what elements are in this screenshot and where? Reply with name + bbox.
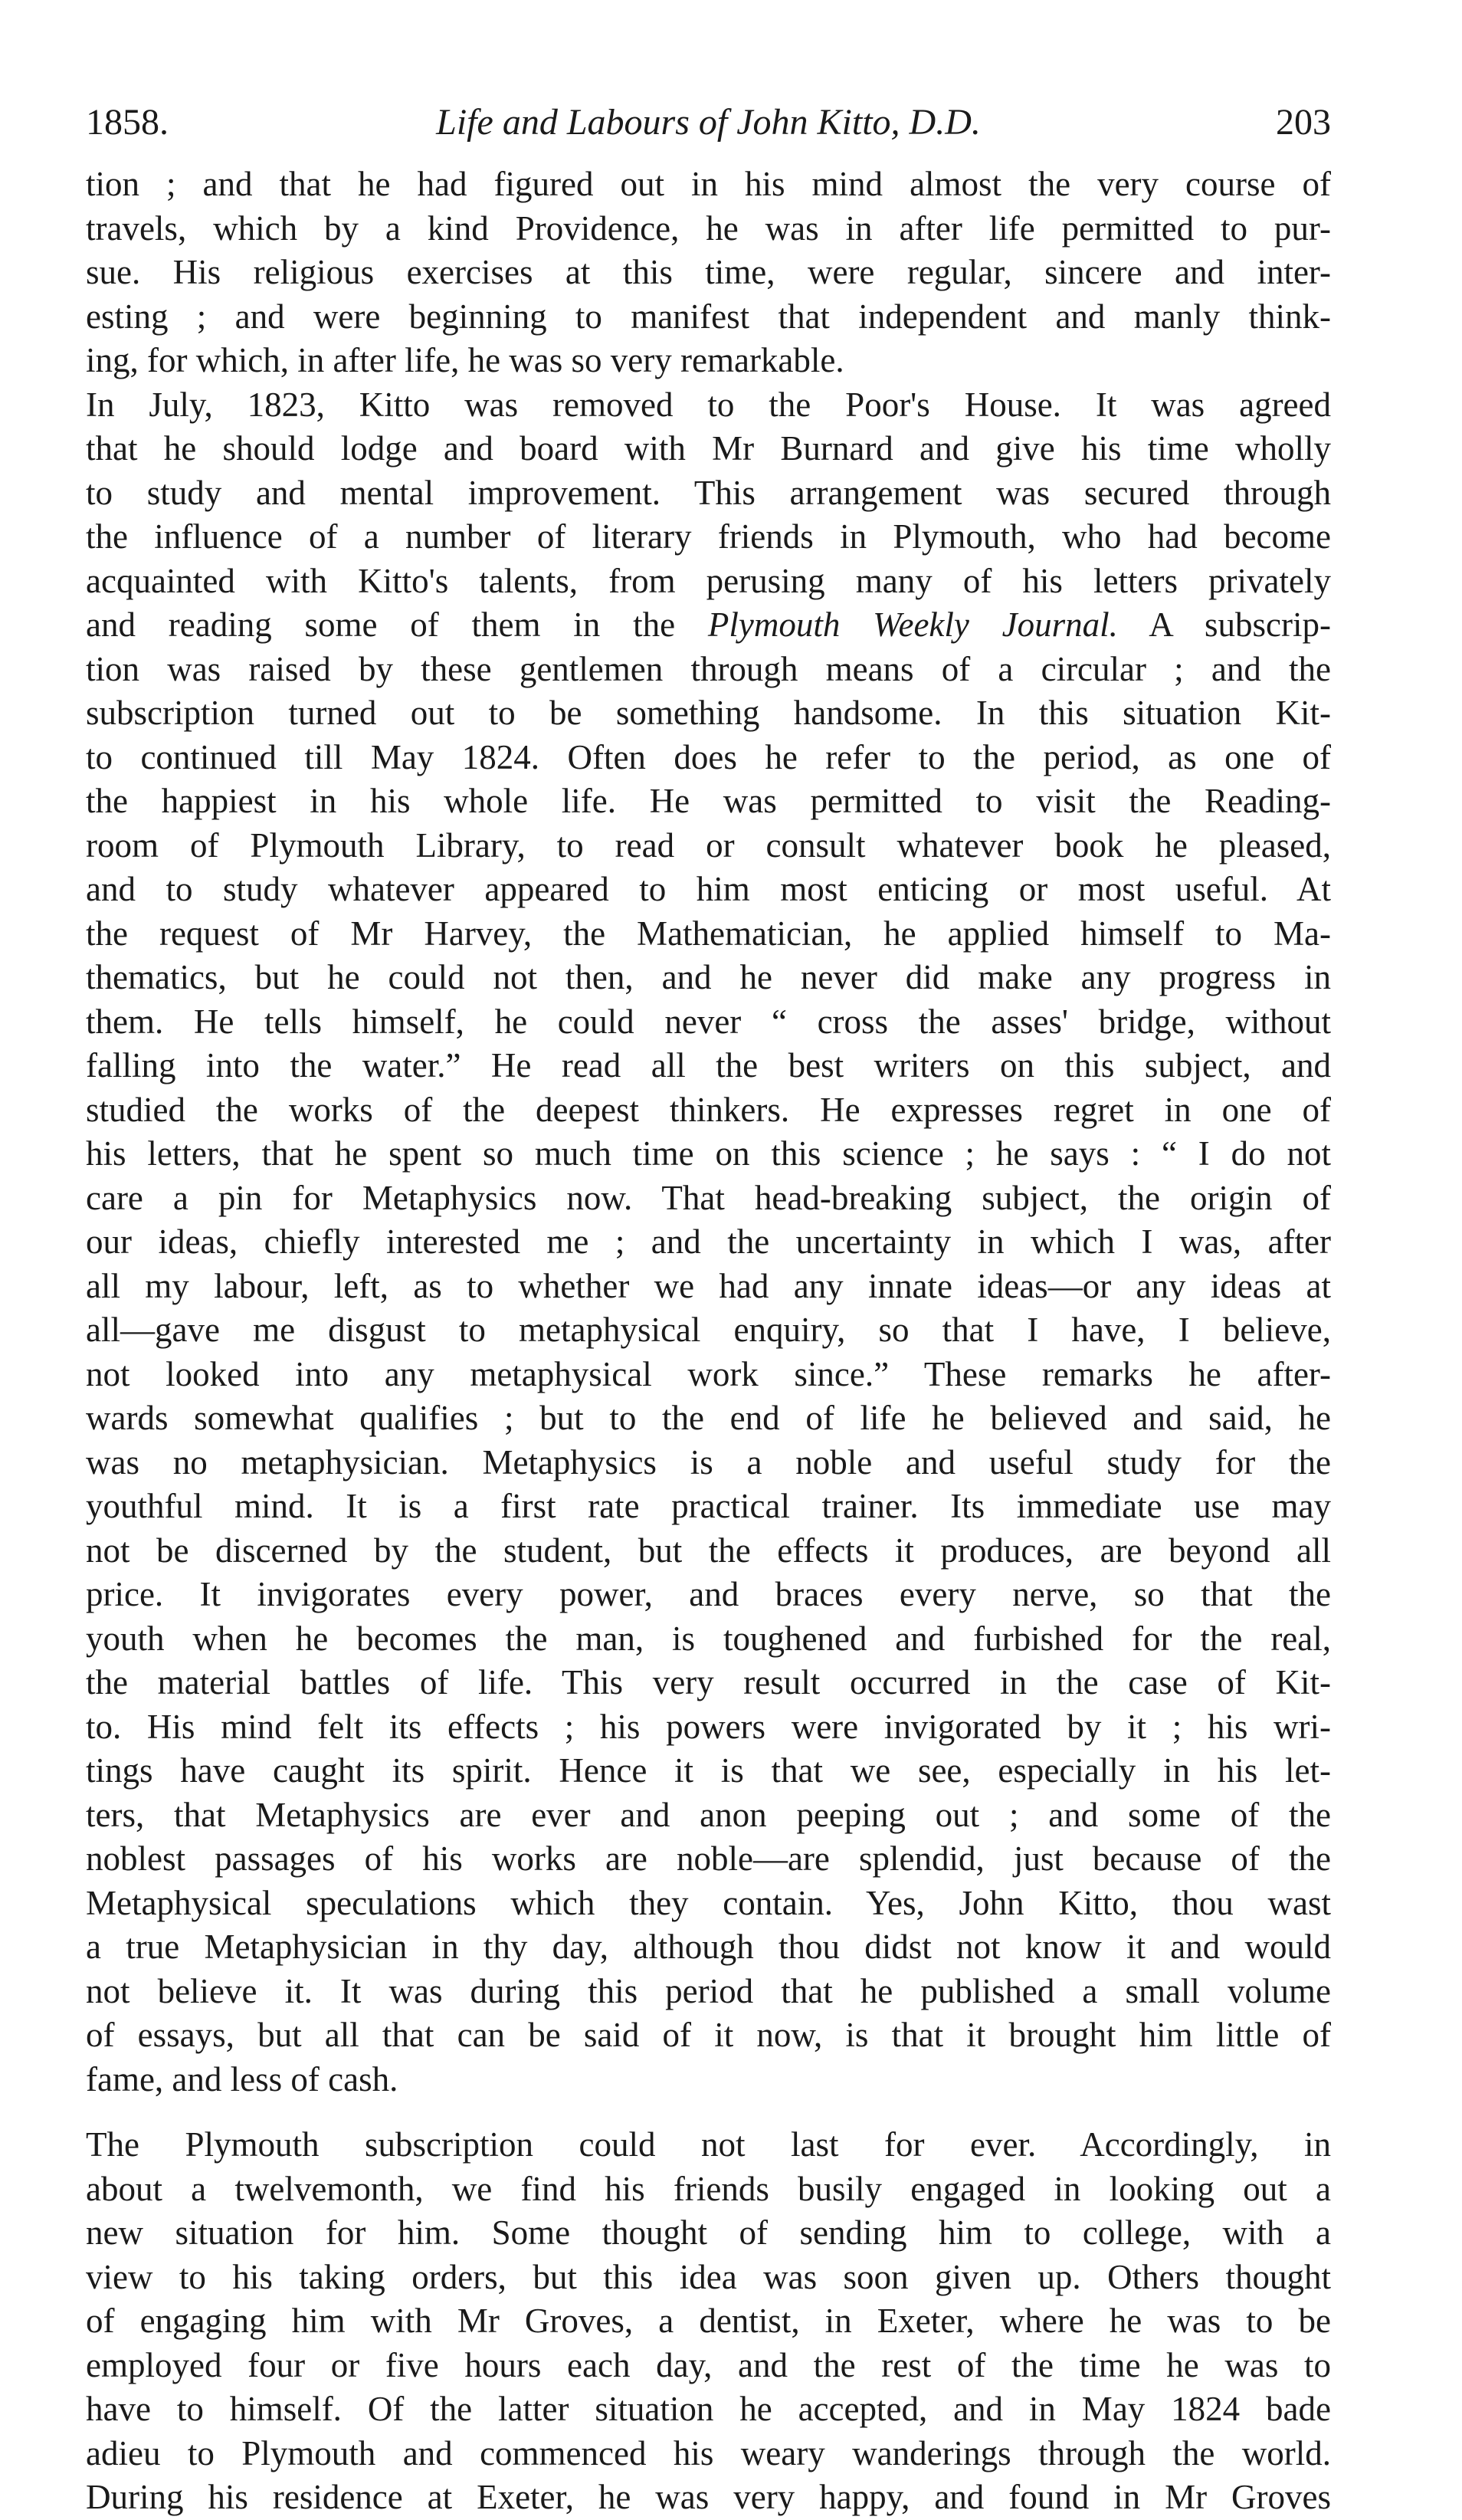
text-line: not believe it. It was during this period that he published a small volume [86,1971,1331,2010]
paragraph [86,162,1331,383]
text-line-with-italic [86,603,1331,648]
text-line: fame, and less of cash. [86,2059,398,2098]
text-line: to continued till May 1824. Often does he refer to the period, as one of [86,737,1331,776]
text-line: of engaging him with Mr Groves, a dentist, in Exeter, where he was to be [86,2302,1331,2340]
text-line: of essays, but all that can be said of it now, is that it brought him little of [86,2016,1331,2054]
text-line: room of Plymouth Library, to read or consult whatever book he pleased, [86,825,1331,865]
text-line: his letters, that he spent so much time on this science ; he says : “ I do not [86,1134,1331,1173]
text-line: wards somewhat qualifies ; but to the end of life he believed and said, he [86,1399,1331,1437]
text-line: view to his taking orders, but this idea was soon given up. Others thought [86,2257,1331,2296]
text-line: ing, for which, in after life, he was so very remarkable. [86,341,844,379]
text-line: employed four or five hours each day, and the rest of the time he was to [86,2345,1331,2384]
text-segment: and reading some of them in the [86,605,708,644]
running-head [86,92,1331,153]
text-line: all—gave me disgust to metaphysical enquiry, so that I have, I believe, [86,1311,1331,1349]
text-line: thematics, but he could not then, and he never did make any progress in [86,958,1331,996]
text-line: The Plymouth subscription could not last for ever. Accordingly, in [86,2125,1331,2164]
text-line: price. It invigorates every power, and braces every nerve, so that the [86,1575,1331,1613]
text-line: the happiest in his whole life. He was permitted to visit the Reading- [86,782,1331,820]
text-line: adieu to Plymouth and commenced his weary wanderings through the world. [86,2433,1331,2472]
text-line: was no metaphysician. Metaphysics is a noble and useful study for the [86,1442,1331,1481]
paragraph [86,2123,1331,2520]
text-line: falling into the water.” He read all the best writers on this subject, and [86,1046,1331,1084]
text-line: sue. His religious exercises at this time, were regular, sincere and inter- [86,253,1331,291]
text-line: youth when he becomes the man, is toughened and furbished for the real, [86,1619,1331,1658]
text-line: esting ; and were beginning to manifest that independent and manly think- [86,297,1331,336]
text-line: tion was raised by these gentlemen through means of a circular ; and the [86,649,1331,688]
text-line: not be discerned by the student, but the effects it produces, are beyond all [86,1531,1331,1570]
text-line: not looked into any metaphysical work since.” These remarks he after- [86,1354,1331,1393]
text-line: noblest passages of his works are noble—are splendid, just because of the [86,1839,1331,1878]
text-line: the request of Mr Harvey, the Mathematician, he applied himself to Ma- [86,914,1331,953]
text-line: During his residence at Exeter, he was very happy, and found in Mr Groves [86,2478,1331,2516]
text-line: youthful mind. It is a first rate practical trainer. Its immediate use may [86,1487,1331,1525]
text-line: subscription turned out to be something handsome. In this situation Kit- [86,694,1331,732]
text-line: the influence of a number of literary friends in Plymouth, who had become [86,517,1331,556]
text-line: tings have caught its spirit. Hence it is that we see, especially in his let- [86,1751,1331,1790]
running-head-title: Life and Labours of John Kitto, D.D. [436,102,981,143]
page-number: 203 [1276,102,1331,143]
paragraph-gap [86,2102,1331,2123]
text-line: to study and mental improvement. This arrangement was secured through [86,473,1331,512]
text-line: them. He tells himself, he could never “ cross the asses' bridge, without [86,1002,1331,1041]
text-segment: A subscrip- [1117,605,1331,644]
text-line: the material battles of life. This very result occurred in the case of Kit- [86,1663,1331,1701]
book-page [86,92,1331,2520]
text-line: have to himself. Of the latter situation he accepted, and in May 1824 bade [86,2390,1331,2428]
text-line: acquainted with Kitto's talents, from perusing many of his letters privately [86,561,1331,600]
running-head-year: 1858. [86,102,169,143]
text-line: to. His mind felt its effects ; his powers were invigorated by it ; his wri- [86,1707,1331,1746]
text-line: studied the works of the deepest thinkers. He expresses regret in one of [86,1090,1331,1129]
text-line: our ideas, chiefly interested me ; and the uncertainty in which I was, after [86,1222,1331,1261]
text-line: a true Metaphysician in thy day, although thou didst not know it and would [86,1928,1331,1966]
italic-title: Plymouth Weekly Journal. [707,605,1118,644]
text-line: travels, which by a kind Providence, he was in after life permitted to pur- [86,208,1331,248]
text-line: ters, that Metaphysics are ever and anon peeping out ; and some of the [86,1795,1331,1834]
text-line: and to study whatever appeared to him most enticing or most useful. At [86,870,1331,908]
body-text [86,162,1331,2520]
text-line: new situation for him. Some thought of sending him to college, with a [86,2213,1331,2252]
text-line: about a twelvemonth, we find his friends busily engaged in looking out a [86,2169,1331,2208]
text-line: tion ; and that he had figured out in his mind almost the very course of [86,165,1331,203]
text-line: that he should lodge and board with Mr Burnard and give his time wholly [86,429,1331,468]
text-line: In July, 1823, Kitto was removed to the Poor's House. It was agreed [86,385,1331,424]
paragraph [86,383,1331,2102]
text-line: Metaphysical speculations which they contain. Yes, John Kitto, thou wast [86,1883,1331,1922]
text-line: all my labour, left, as to whether we had any innate ideas—or any ideas at [86,1266,1331,1305]
text-line: care a pin for Metaphysics now. That head-breaking subject, the origin of [86,1178,1331,1217]
